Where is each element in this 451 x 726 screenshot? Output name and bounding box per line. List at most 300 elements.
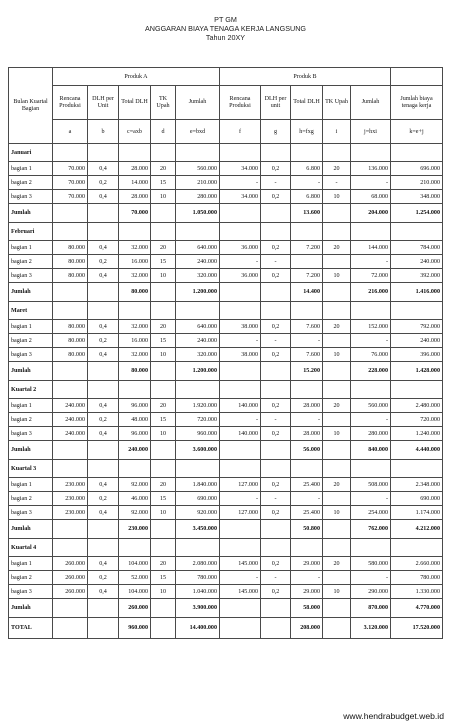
table-cell: 10 [323, 348, 351, 362]
row-header: Bulan Kuartal Bagian [9, 68, 53, 144]
table-cell: 15 [151, 571, 176, 585]
table-cell [88, 283, 119, 302]
column-header: Jumlah biaya tenaga kerja [391, 86, 443, 120]
table-cell: - [220, 492, 261, 506]
table-cell: 0,2 [88, 255, 119, 269]
table-cell: 32.000 [119, 348, 151, 362]
column-header: TK Upah [323, 86, 351, 120]
table-cell: 36.000 [220, 241, 261, 255]
row-label: bagian 1 [9, 241, 53, 255]
website-footer: www.hendrabudget.web.id [343, 711, 444, 721]
table-cell: 10 [151, 269, 176, 283]
table-cell [88, 362, 119, 381]
table-cell: 20 [323, 162, 351, 176]
row-label: TOTAL [9, 618, 53, 639]
table-cell: - [220, 255, 261, 269]
table-cell: 640.000 [176, 320, 220, 334]
table-cell: 68.000 [351, 190, 391, 204]
table-cell: 144.000 [351, 241, 391, 255]
row-label: bagian 2 [9, 334, 53, 348]
table-cell: 72.000 [351, 269, 391, 283]
table-cell [323, 571, 351, 585]
table-cell: - [291, 571, 323, 585]
table-cell: 230.000 [53, 506, 88, 520]
table-cell: 0,2 [261, 190, 291, 204]
table-cell [261, 599, 291, 618]
table-cell [323, 362, 351, 381]
table-cell: 0,2 [261, 399, 291, 413]
table-cell: 4.440.000 [391, 441, 443, 460]
table-cell: 240.000 [176, 255, 220, 269]
table-cell [323, 441, 351, 460]
table-cell: 1.200.000 [176, 283, 220, 302]
table-cell [323, 283, 351, 302]
table-cell: 0,2 [261, 427, 291, 441]
table-cell: - [291, 334, 323, 348]
table-cell: 1.416.000 [391, 283, 443, 302]
table-cell: 152.000 [351, 320, 391, 334]
column-code: b [88, 120, 119, 144]
row-label: Jumlah [9, 599, 53, 618]
subtotal-row [9, 599, 443, 618]
column-header: Rencana Produksi [53, 86, 88, 120]
table-cell: 6.800 [291, 162, 323, 176]
row-label: Jumlah [9, 362, 53, 381]
table-cell: 1.254.000 [391, 204, 443, 223]
table-cell [53, 618, 88, 639]
table-cell: 690.000 [176, 492, 220, 506]
table-cell [53, 441, 88, 460]
table-cell: 104.000 [119, 585, 151, 599]
row-label: bagian 3 [9, 506, 53, 520]
row-label: bagian 1 [9, 557, 53, 571]
table-cell: 10 [323, 427, 351, 441]
table-cell: 10 [151, 348, 176, 362]
table-cell: 396.000 [391, 348, 443, 362]
table-cell: 3.600.000 [176, 441, 220, 460]
table-cell: 960.000 [119, 618, 151, 639]
table-cell: 230.000 [119, 520, 151, 539]
table-cell: 0,2 [88, 334, 119, 348]
table-cell: - [291, 176, 323, 190]
table-cell: 762.000 [351, 520, 391, 539]
row-label: bagian 3 [9, 348, 53, 362]
section-title: Februari [9, 223, 53, 241]
table-cell: 58.000 [291, 599, 323, 618]
table-cell: - [261, 334, 291, 348]
table-cell: 696.000 [391, 162, 443, 176]
row-label: bagian 2 [9, 255, 53, 269]
table-cell: 56.000 [291, 441, 323, 460]
table-cell: 80.000 [53, 334, 88, 348]
table-cell: 28.000 [119, 190, 151, 204]
table-cell [151, 362, 176, 381]
table-cell: 0,4 [88, 320, 119, 334]
table-cell: 0,2 [261, 320, 291, 334]
document-period: Tahun 20XY [205, 33, 246, 42]
table-cell: 20 [323, 399, 351, 413]
table-cell: 80.000 [53, 348, 88, 362]
table-cell [323, 492, 351, 506]
table-cell [323, 599, 351, 618]
row-label: bagian 2 [9, 176, 53, 190]
table-cell [291, 255, 323, 269]
table-cell: 13.600 [291, 204, 323, 223]
table-cell: 0,2 [261, 162, 291, 176]
table-cell: 2.080.000 [176, 557, 220, 571]
table-cell: 780.000 [391, 571, 443, 585]
table-cell: 10 [151, 585, 176, 599]
table-cell: 0,2 [261, 241, 291, 255]
subtotal-row [9, 520, 443, 539]
table-row [9, 585, 443, 599]
table-cell: 0,4 [88, 557, 119, 571]
table-cell: 920.000 [176, 506, 220, 520]
table-cell: 80.000 [53, 241, 88, 255]
table-cell: 80.000 [119, 283, 151, 302]
table-cell: 0,2 [261, 557, 291, 571]
table-cell: 0,2 [261, 506, 291, 520]
table-cell [323, 618, 351, 639]
document-title: ANGGARAN BIAYA TENAGA KERJA LANGSUNG [145, 24, 306, 33]
table-row [9, 334, 443, 348]
row-label: bagian 3 [9, 427, 53, 441]
table-cell: 960.000 [176, 427, 220, 441]
table-row [9, 557, 443, 571]
table-cell: 280.000 [351, 427, 391, 441]
table-cell: 7.600 [291, 348, 323, 362]
table-cell: 20 [323, 478, 351, 492]
column-header: Rencana Produksi [220, 86, 261, 120]
table-cell: 1.240.000 [391, 427, 443, 441]
table-cell: 16.000 [119, 334, 151, 348]
table-cell: 1.200.000 [176, 362, 220, 381]
table-cell: 240.000 [176, 334, 220, 348]
product-b-header: Produk B [220, 68, 391, 86]
table-cell: 32.000 [119, 269, 151, 283]
table-cell: - [351, 492, 391, 506]
table-cell: 2.348.000 [391, 478, 443, 492]
budget-table-body [9, 68, 443, 639]
table-cell [220, 520, 261, 539]
table-cell: 560.000 [176, 162, 220, 176]
table-cell: 10 [323, 190, 351, 204]
table-row [9, 348, 443, 362]
table-cell: 0,2 [88, 413, 119, 427]
table-cell [220, 599, 261, 618]
table-cell: 28.000 [119, 162, 151, 176]
section-row [9, 460, 443, 478]
table-cell: 36.000 [220, 269, 261, 283]
table-cell: 136.000 [351, 162, 391, 176]
table-cell: 7.200 [291, 269, 323, 283]
row-label: Jumlah [9, 441, 53, 460]
table-cell: 1.040.000 [176, 585, 220, 599]
table-cell [261, 618, 291, 639]
table-cell: - [261, 571, 291, 585]
table-cell: 28.000 [291, 399, 323, 413]
table-cell [151, 599, 176, 618]
table-cell: 25.400 [291, 506, 323, 520]
row-label: Jumlah [9, 520, 53, 539]
table-cell [88, 520, 119, 539]
table-cell: 3.900.000 [176, 599, 220, 618]
table-cell: 70.000 [53, 162, 88, 176]
table-cell: - [351, 176, 391, 190]
table-cell: 720.000 [391, 413, 443, 427]
row-label: bagian 1 [9, 478, 53, 492]
table-cell: - [220, 571, 261, 585]
table-cell [261, 441, 291, 460]
table-cell: 0,4 [88, 162, 119, 176]
table-cell: 0,2 [88, 492, 119, 506]
table-cell: 0,4 [88, 585, 119, 599]
table-cell: 240.000 [53, 413, 88, 427]
table-cell: 29.000 [291, 557, 323, 571]
table-row [9, 269, 443, 283]
column-code: f [220, 120, 261, 144]
table-cell [151, 204, 176, 223]
table-cell [261, 362, 291, 381]
table-cell: 17.520.000 [391, 618, 443, 639]
table-cell: 10 [151, 427, 176, 441]
table-cell: 14.400.000 [176, 618, 220, 639]
table-cell: 508.000 [351, 478, 391, 492]
table-cell: 15 [151, 176, 176, 190]
table-cell: 10 [151, 506, 176, 520]
column-code: i [323, 120, 351, 144]
table-cell: 260.000 [53, 557, 88, 571]
table-cell: 792.000 [391, 320, 443, 334]
row-label: bagian 3 [9, 585, 53, 599]
table-cell: 240.000 [53, 427, 88, 441]
table-cell: 260.000 [119, 599, 151, 618]
table-cell: - [261, 492, 291, 506]
column-code: a [53, 120, 88, 144]
table-cell: - [351, 334, 391, 348]
table-row [9, 399, 443, 413]
section-title: Kuartal 2 [9, 381, 53, 399]
table-cell: 870.000 [351, 599, 391, 618]
table-cell [151, 441, 176, 460]
table-cell: 10 [323, 269, 351, 283]
table-cell: - [261, 413, 291, 427]
table-cell [261, 283, 291, 302]
table-cell: 0,4 [88, 478, 119, 492]
table-cell: 210.000 [176, 176, 220, 190]
table-cell: 280.000 [176, 190, 220, 204]
table-cell [261, 520, 291, 539]
table-row [9, 492, 443, 506]
table-cell: - [291, 492, 323, 506]
table-cell: 320.000 [176, 348, 220, 362]
table-cell [261, 204, 291, 223]
table-cell: 260.000 [53, 571, 88, 585]
table-row [9, 176, 443, 190]
row-label: bagian 2 [9, 413, 53, 427]
row-label: bagian 1 [9, 399, 53, 413]
table-cell: 38.000 [220, 320, 261, 334]
table-cell: 15 [151, 255, 176, 269]
table-cell: 104.000 [119, 557, 151, 571]
table-cell: - [220, 413, 261, 427]
table-cell: 392.000 [391, 269, 443, 283]
table-cell [323, 413, 351, 427]
table-cell: 10 [151, 190, 176, 204]
table-cell: 4.212.000 [391, 520, 443, 539]
table-cell: 92.000 [119, 478, 151, 492]
table-cell: 15 [151, 334, 176, 348]
table-row [9, 320, 443, 334]
table-cell: 0,4 [88, 506, 119, 520]
table-cell [151, 520, 176, 539]
table-cell [53, 283, 88, 302]
table-cell: 20 [151, 320, 176, 334]
table-cell [88, 204, 119, 223]
table-cell: - [351, 571, 391, 585]
table-cell [88, 618, 119, 639]
table-cell: 240.000 [391, 255, 443, 269]
column-code: k=e+j [391, 120, 443, 144]
column-code: h=fxg [291, 120, 323, 144]
table-cell: 348.000 [391, 190, 443, 204]
table-cell: 1.428.000 [391, 362, 443, 381]
table-cell [53, 599, 88, 618]
table-cell: 320.000 [176, 269, 220, 283]
table-cell: - [323, 176, 351, 190]
table-cell [220, 362, 261, 381]
table-cell: 0,2 [88, 571, 119, 585]
table-cell: 640.000 [176, 241, 220, 255]
row-label: bagian 1 [9, 320, 53, 334]
column-code: d [151, 120, 176, 144]
column-header: DLH per Unit [88, 86, 119, 120]
table-cell: 0,4 [88, 241, 119, 255]
table-cell: 0,4 [88, 269, 119, 283]
table-row [9, 241, 443, 255]
company-name: PT GM [214, 15, 237, 24]
row-label: bagian 3 [9, 190, 53, 204]
table-cell [88, 599, 119, 618]
table-row [9, 255, 443, 269]
table-cell: 92.000 [119, 506, 151, 520]
table-cell: - [220, 334, 261, 348]
table-cell: - [351, 255, 391, 269]
table-cell: 0,4 [88, 427, 119, 441]
table-cell [220, 618, 261, 639]
table-cell: 580.000 [351, 557, 391, 571]
section-row [9, 539, 443, 557]
table-cell: 20 [151, 557, 176, 571]
table-cell [220, 204, 261, 223]
table-cell: 127.000 [220, 478, 261, 492]
table-cell: 254.000 [351, 506, 391, 520]
table-cell: 290.000 [351, 585, 391, 599]
table-cell: 70.000 [119, 204, 151, 223]
table-cell: 140.000 [220, 427, 261, 441]
table-row [9, 427, 443, 441]
table-cell: 0,4 [88, 399, 119, 413]
table-row [9, 478, 443, 492]
table-cell: 48.000 [119, 413, 151, 427]
table-cell: 0,2 [261, 478, 291, 492]
table-cell: 1.174.000 [391, 506, 443, 520]
table-cell: 80.000 [53, 320, 88, 334]
table-cell: 52.000 [119, 571, 151, 585]
table-cell: 0,2 [261, 585, 291, 599]
table-cell: 260.000 [53, 585, 88, 599]
table-cell: 25.400 [291, 478, 323, 492]
table-cell: 2.660.000 [391, 557, 443, 571]
table-cell [323, 204, 351, 223]
row-label: Jumlah [9, 204, 53, 223]
table-cell: 210.000 [391, 176, 443, 190]
table-cell: 46.000 [119, 492, 151, 506]
table-cell: 0,2 [261, 348, 291, 362]
table-row [9, 413, 443, 427]
column-code: g [261, 120, 291, 144]
table-cell: 15 [151, 413, 176, 427]
table-cell: 1.330.000 [391, 585, 443, 599]
table-cell: 840.000 [351, 441, 391, 460]
table-cell: 32.000 [119, 241, 151, 255]
product-a-header: Produk A [53, 68, 220, 86]
table-cell: 70.000 [53, 176, 88, 190]
table-row [9, 190, 443, 204]
table-cell: 80.000 [53, 255, 88, 269]
section-row [9, 302, 443, 320]
subtotal-row [9, 283, 443, 302]
table-cell: 96.000 [119, 427, 151, 441]
table-cell: 20 [323, 241, 351, 255]
table-cell: 240.000 [391, 334, 443, 348]
table-cell [53, 520, 88, 539]
table-cell: 70.000 [53, 190, 88, 204]
table-cell: - [351, 413, 391, 427]
column-header: Jumlah [351, 86, 391, 120]
column-header: Jumlah [176, 86, 220, 120]
table-cell: 80.000 [53, 269, 88, 283]
row-label: bagian 2 [9, 571, 53, 585]
row-label: bagian 2 [9, 492, 53, 506]
table-cell: 20 [323, 557, 351, 571]
grand-total-row [9, 618, 443, 639]
table-cell: 240.000 [119, 441, 151, 460]
table-cell: 10 [323, 585, 351, 599]
table-cell: 2.480.000 [391, 399, 443, 413]
table-cell: 560.000 [351, 399, 391, 413]
table-cell: 3.120.000 [351, 618, 391, 639]
section-title: Maret [9, 302, 53, 320]
column-header: Total DLH [291, 86, 323, 120]
table-cell: 80.000 [119, 362, 151, 381]
table-cell: 38.000 [220, 348, 261, 362]
table-row [9, 506, 443, 520]
table-cell [323, 334, 351, 348]
table-cell: 780.000 [176, 571, 220, 585]
table-cell: 204.000 [351, 204, 391, 223]
table-row [9, 162, 443, 176]
section-row [9, 223, 443, 241]
table-cell: 4.770.000 [391, 599, 443, 618]
table-cell: - [220, 176, 261, 190]
table-cell: 16.000 [119, 255, 151, 269]
table-cell: 7.200 [291, 241, 323, 255]
table-cell: 29.000 [291, 585, 323, 599]
table-cell: 1.840.000 [176, 478, 220, 492]
section-title: Januari [9, 144, 53, 162]
subtotal-row [9, 441, 443, 460]
